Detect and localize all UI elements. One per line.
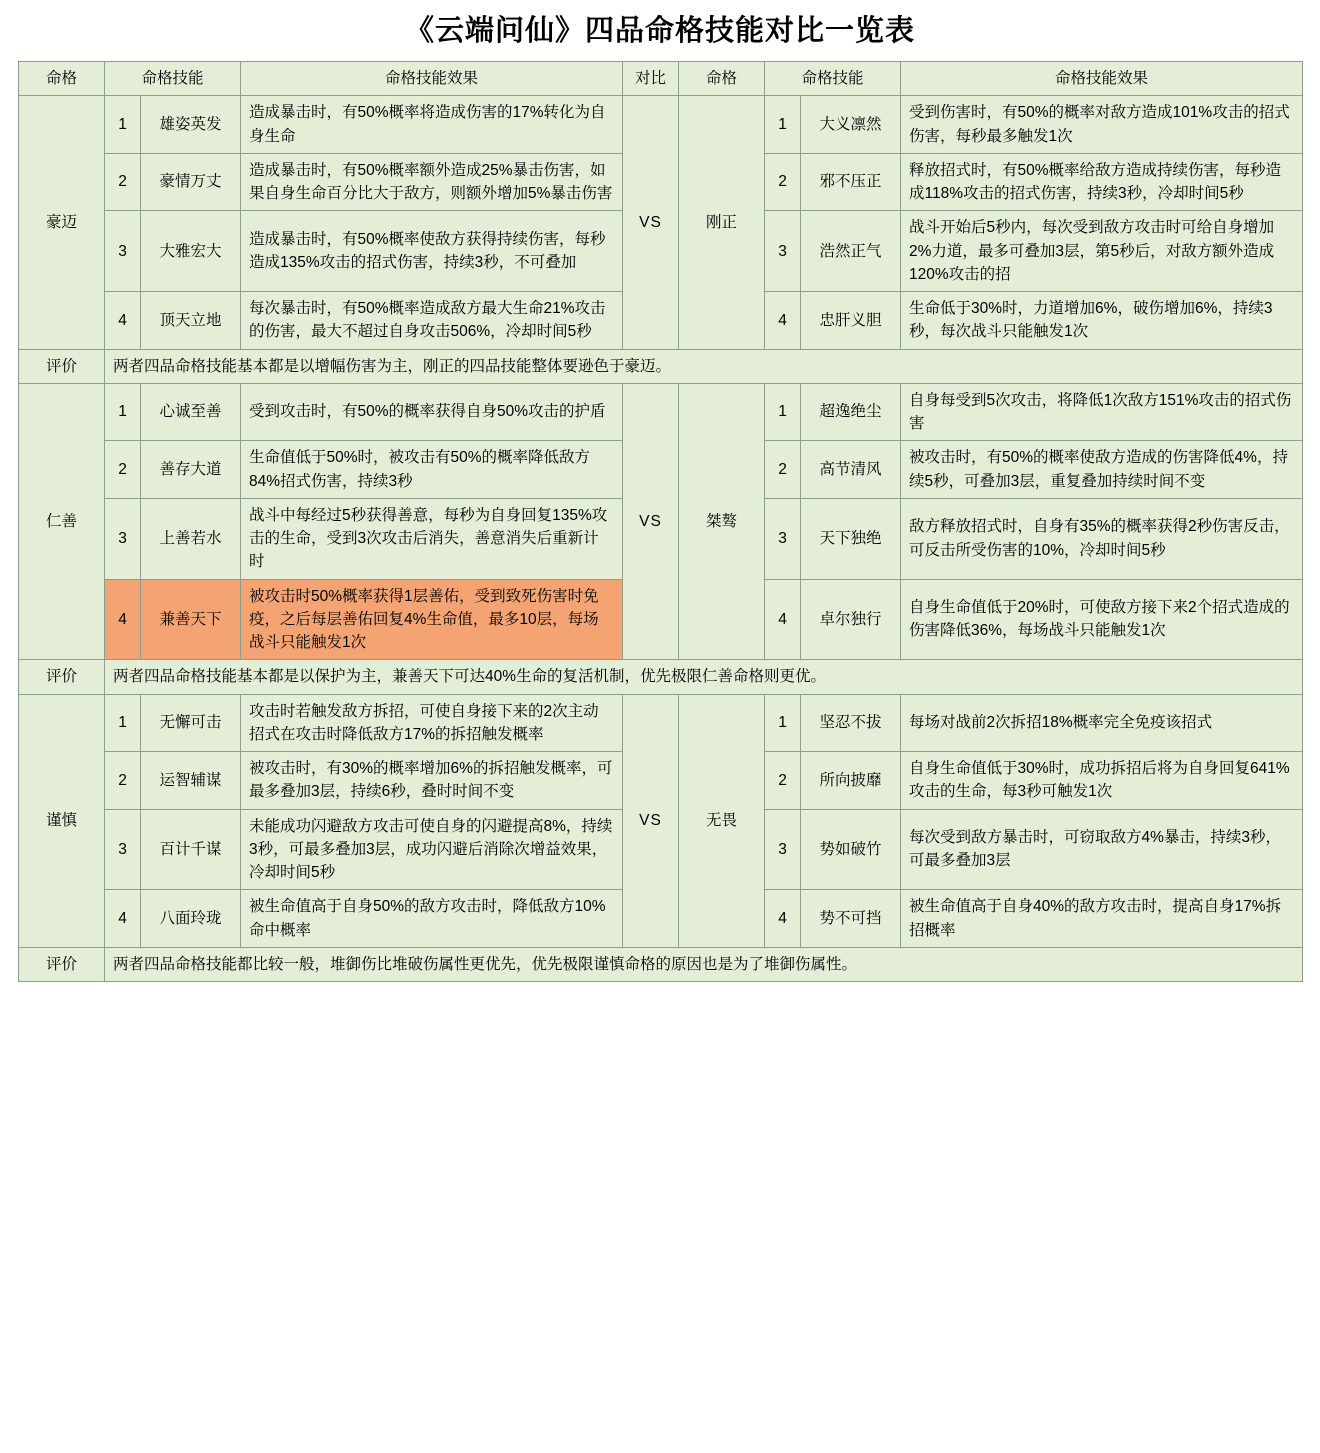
- skill-index: 2: [105, 153, 141, 211]
- table-row: [19, 383, 1303, 441]
- skill-index: 2: [765, 153, 801, 211]
- skill-name: 顶天立地: [141, 292, 241, 350]
- skill-name: 无懈可击: [141, 694, 241, 752]
- skill-index: 3: [765, 211, 801, 292]
- skill-effect: 未能成功闪避敌方攻击可使自身的闪避提高8%，持续3秒，可最多叠加3层，成功闪避后消除次增益效果，冷却时间5秒: [241, 809, 623, 890]
- skill-name: 所向披靡: [801, 752, 901, 810]
- skill-name: 势不可挡: [801, 890, 901, 948]
- vs-divider: VS: [623, 694, 679, 947]
- skill-effect: 每次暴击时，有50%概率造成敌方最大生命21%攻击的伤害，最大不超过自身攻击506%，冷却时间5秒: [241, 292, 623, 350]
- skill-index: 1: [105, 383, 141, 441]
- skill-index: 2: [105, 752, 141, 810]
- table-row: [19, 96, 1303, 154]
- skill-effect: 被生命值高于自身50%的敌方攻击时，降低敌方10%命中概率: [241, 890, 623, 948]
- skill-effect: 攻击时若触发敌方拆招，可使自身接下来的2次主动招式在攻击时降低敌方17%的拆招触发概率: [241, 694, 623, 752]
- skill-name: 大义凛然: [801, 96, 901, 154]
- skill-effect: 被攻击时，有30%的概率增加6%的拆招触发概率，可最多叠加3层，持续6秒，叠时时间不变: [241, 752, 623, 810]
- skill-effect: 自身生命值低于20%时，可使敌方接下来2个招式造成的伤害降低36%，每场战斗只能触发1次: [901, 579, 1303, 660]
- skill-name: 高节清风: [801, 441, 901, 499]
- skill-effect: 造成暴击时，有50%概率将造成伤害的17%转化为自身生命: [241, 96, 623, 154]
- skill-effect: 战斗中每经过5秒获得善意，每秒为自身回复135%攻击的生命，受到3次攻击后消失，善意消失后重新计时: [241, 498, 623, 579]
- skill-name: 超逸绝尘: [801, 383, 901, 441]
- header-left-fate: 命格: [19, 62, 105, 96]
- review-text: 两者四品命格技能都比较一般，堆御伤比堆破伤属性更优先，优先极限谨慎命格的原因也是为了堆御伤属性。: [105, 947, 1303, 981]
- header-compare: 对比: [623, 62, 679, 96]
- skill-name: 天下独绝: [801, 498, 901, 579]
- skill-index: 3: [765, 498, 801, 579]
- review-label: 评价: [19, 947, 105, 981]
- review-row: [19, 947, 1303, 981]
- skill-effect: 每次受到敌方暴击时，可窃取敌方4%暴击，持续3秒，可最多叠加3层: [901, 809, 1303, 890]
- skill-name: 坚忍不拔: [801, 694, 901, 752]
- review-label: 评价: [19, 660, 105, 694]
- skill-effect: 造成暴击时，有50%概率额外造成25%暴击伤害，如果自身生命百分比大于敌方，则额外增加5%暴击伤害: [241, 153, 623, 211]
- skill-index: 4: [105, 579, 141, 660]
- skill-index: 2: [765, 441, 801, 499]
- review-label: 评价: [19, 349, 105, 383]
- skill-name: 势如破竹: [801, 809, 901, 890]
- skill-index: 2: [765, 752, 801, 810]
- skill-index: 1: [105, 96, 141, 154]
- skill-name: 运智辅谋: [141, 752, 241, 810]
- skill-index: 4: [105, 292, 141, 350]
- header-left-effect: 命格技能效果: [241, 62, 623, 96]
- vs-divider: VS: [623, 96, 679, 349]
- group-name-left: 豪迈: [19, 96, 105, 349]
- skill-name: 大雅宏大: [141, 211, 241, 292]
- skill-effect: 自身生命值低于30%时，成功拆招后将为自身回复641%攻击的生命，每3秒可触发1次: [901, 752, 1303, 810]
- skill-index: 1: [105, 694, 141, 752]
- comparison-table: [18, 61, 1303, 982]
- skill-index: 4: [105, 890, 141, 948]
- skill-name: 浩然正气: [801, 211, 901, 292]
- skill-name: 豪情万丈: [141, 153, 241, 211]
- skill-index: 4: [765, 890, 801, 948]
- table-row: [19, 694, 1303, 752]
- skill-effect: 被生命值高于自身40%的敌方攻击时，提高自身17%拆招概率: [901, 890, 1303, 948]
- group-name-left: 谨慎: [19, 694, 105, 947]
- skill-effect-highlighted: 被攻击时50%概率获得1层善佑，受到致死伤害时免疫，之后每层善佑回复4%生命值，最多10层，每场战斗只能触发1次: [241, 579, 623, 660]
- skill-index: 3: [105, 809, 141, 890]
- skill-index: 3: [765, 809, 801, 890]
- skill-index: 3: [105, 211, 141, 292]
- skill-name: 八面玲珑: [141, 890, 241, 948]
- skill-effect: 敌方释放招式时，自身有35%的概率获得2秒伤害反击，可反击所受伤害的10%，冷却时间5秒: [901, 498, 1303, 579]
- skill-name: 百计千谋: [141, 809, 241, 890]
- review-row: [19, 660, 1303, 694]
- header-right-skill: 命格技能: [765, 62, 901, 96]
- header-right-fate: 命格: [679, 62, 765, 96]
- header-right-effect: 命格技能效果: [901, 62, 1303, 96]
- group-name-right: 桀骜: [679, 383, 765, 660]
- skill-effect: 受到攻击时，有50%的概率获得自身50%攻击的护盾: [241, 383, 623, 441]
- skill-name: 忠肝义胆: [801, 292, 901, 350]
- group-name-right: 无畏: [679, 694, 765, 947]
- skill-effect: 被攻击时，有50%的概率使敌方造成的伤害降低4%，持续5秒，可叠加3层，重复叠加持续时间不变: [901, 441, 1303, 499]
- skill-index: 1: [765, 96, 801, 154]
- vs-divider: VS: [623, 383, 679, 660]
- skill-index: 2: [105, 441, 141, 499]
- skill-index: 1: [765, 694, 801, 752]
- page-title: 《云端问仙》四品命格技能对比一览表: [404, 15, 915, 47]
- skill-effect: 战斗开始后5秒内，每次受到敌方攻击时可给自身增加2%力道，最多可叠加3层，第5秒后，对敌方额外造成120%攻击的招: [901, 211, 1303, 292]
- skill-effect: 释放招式时，有50%概率给敌方造成持续伤害，每秒造成118%攻击的招式伤害，持续3秒，冷却时间5秒: [901, 153, 1303, 211]
- skill-effect: 受到伤害时，有50%的概率对敌方造成101%攻击的招式伤害，每秒最多触发1次: [901, 96, 1303, 154]
- skill-name: 心诚至善: [141, 383, 241, 441]
- review-row: [19, 349, 1303, 383]
- header-left-skill: 命格技能: [105, 62, 241, 96]
- table-header-row: [19, 62, 1303, 96]
- skill-name: 善存大道: [141, 441, 241, 499]
- skill-name: 兼善天下: [141, 579, 241, 660]
- skill-name: 雄姿英发: [141, 96, 241, 154]
- review-text: 两者四品命格技能基本都是以保护为主，兼善天下可达40%生命的复活机制，优先极限仁善命格则更优。: [105, 660, 1303, 694]
- skill-index: 4: [765, 292, 801, 350]
- skill-effect: 生命值低于50%时，被攻击有50%的概率降低敌方84%招式伤害，持续3秒: [241, 441, 623, 499]
- skill-effect: 生命低于30%时，力道增加6%，破伤增加6%，持续3秒，每次战斗只能触发1次: [901, 292, 1303, 350]
- skill-index: 4: [765, 579, 801, 660]
- skill-name: 卓尔独行: [801, 579, 901, 660]
- skill-name: 上善若水: [141, 498, 241, 579]
- skill-name: 邪不压正: [801, 153, 901, 211]
- skill-index: 3: [105, 498, 141, 579]
- review-text: 两者四品命格技能基本都是以增幅伤害为主，刚正的四品技能整体要逊色于豪迈。: [105, 349, 1303, 383]
- skill-effect: 每场对战前2次拆招18%概率完全免疫该招式: [901, 694, 1303, 752]
- skill-index: 1: [765, 383, 801, 441]
- group-name-left: 仁善: [19, 383, 105, 660]
- skill-effect: 自身每受到5次攻击，将降低1次敌方151%攻击的招式伤害: [901, 383, 1303, 441]
- group-name-right: 刚正: [679, 96, 765, 349]
- skill-effect: 造成暴击时，有50%概率使敌方获得持续伤害，每秒造成135%攻击的招式伤害，持续3秒，不可叠加: [241, 211, 623, 292]
